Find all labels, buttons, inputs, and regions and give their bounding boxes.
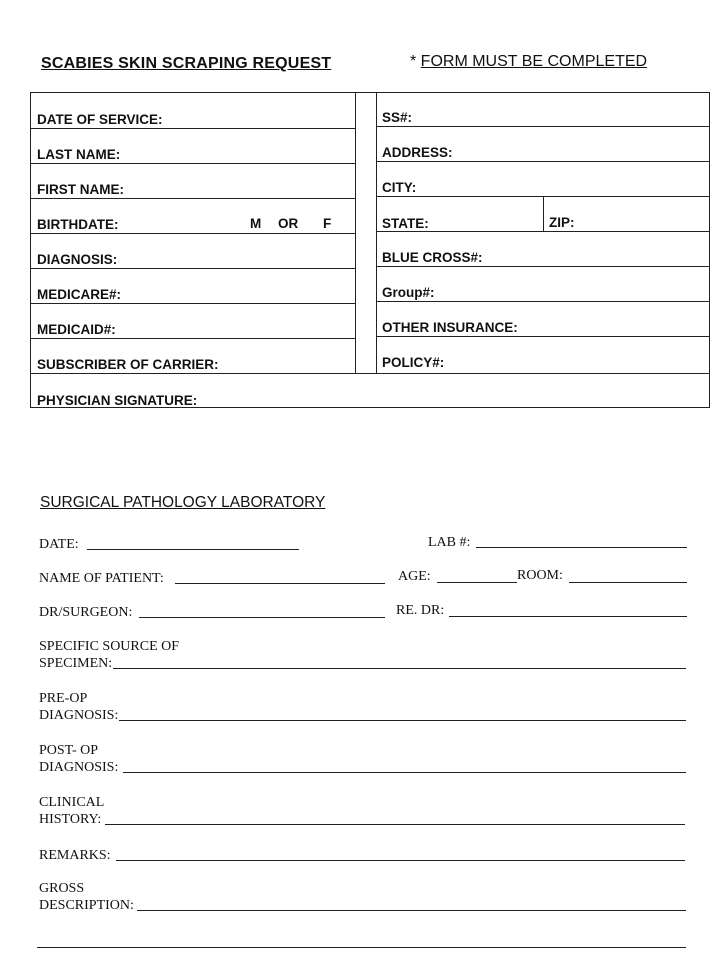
gross-description-label-line1: GROSS [39,881,85,896]
ss-number-label: SS#: [382,110,413,125]
post-op-label-line2: DIAGNOSIS: [39,760,119,775]
pre-op-label-line2: DIAGNOSIS: [39,708,119,723]
subscriber-of-carrier-label: SUBSCRIBER OF CARRIER: [37,357,219,372]
age-line[interactable] [437,582,517,583]
pre-op-diagnosis-line[interactable] [119,720,686,721]
post-op-diagnosis-line[interactable] [123,772,686,773]
gross-description-label-line2: DESCRIPTION: [39,898,134,913]
specific-source-label-line2: SPECIMEN: [39,656,113,671]
room-line[interactable] [569,582,687,583]
grid-divider-right [376,93,377,374]
dr-surgeon-label: DR/SURGEON: [39,605,133,620]
blue-cross-label: BLUE CROSS#: [382,250,483,265]
right-row-line [376,336,709,337]
first-name-label: FIRST NAME: [37,182,124,197]
remarks-label: REMARKS: [39,848,111,863]
post-op-label-line1: POST- OP [39,743,99,758]
birthdate-label: BIRTHDATE: [37,217,119,232]
left-row-line [31,303,355,304]
date-of-service-label: DATE OF SERVICE: [37,112,163,127]
lab-number-label: LAB #: [428,535,471,550]
state-label: STATE: [382,216,429,231]
note-text: FORM MUST BE COMPLETED [420,53,648,70]
clinical-history-line[interactable] [105,824,685,825]
room-label: ROOM: [517,568,563,583]
clinical-history-label-line1: CLINICAL [39,795,105,810]
left-row-line [31,128,355,129]
right-row-line [376,231,709,232]
gross-description-line[interactable] [137,910,686,911]
re-dr-label: RE. DR: [396,603,445,618]
pathology-form-title: SURGICAL PATHOLOGY LABORATORY [40,494,326,511]
clinical-history-label-line2: HISTORY: [39,812,102,827]
last-name-label: LAST NAME: [37,147,121,162]
name-of-patient-label: NAME OF PATIENT: [39,571,164,586]
gross-description-extra-line[interactable] [37,947,686,948]
sex-f-label: F [323,216,332,231]
form-must-be-completed-note [410,53,647,71]
address-label: ADDRESS: [382,145,453,160]
pre-op-label-line1: PRE-OP [39,691,88,706]
physician-signature-label: PHYSICIAN SIGNATURE: [37,393,198,408]
lab-number-line[interactable] [476,547,687,548]
right-row-line [376,301,709,302]
scabies-form-title: SCABIES SKIN SCRAPING REQUEST [41,55,332,72]
zip-label: ZIP: [549,215,575,230]
grid-divider-left [355,93,356,374]
name-of-patient-line[interactable] [175,583,385,584]
group-number-label: Group#: [382,285,435,300]
city-label: CITY: [382,180,417,195]
left-row-line [31,268,355,269]
scabies-form-grid [30,92,710,408]
left-row-line [31,198,355,199]
sex-or-label: OR [278,216,299,231]
right-row-line [376,126,709,127]
age-label: AGE: [398,569,431,584]
left-row-line [31,338,355,339]
right-row-line [376,161,709,162]
policy-number-label: POLICY#: [382,355,445,370]
left-row-line [31,233,355,234]
date-line[interactable] [87,549,299,550]
remarks-line[interactable] [116,860,685,861]
sex-m-label: M [250,216,262,231]
diagnosis-label: DIAGNOSIS: [37,252,118,267]
state-zip-divider [543,196,544,231]
medicaid-label: MEDICAID#: [37,322,116,337]
medicare-label: MEDICARE#: [37,287,122,302]
re-dr-line[interactable] [449,616,687,617]
specific-source-line[interactable] [113,668,686,669]
note-asterisk: * [410,53,421,70]
other-insurance-label: OTHER INSURANCE: [382,320,518,335]
left-row-line [31,163,355,164]
date-label: DATE: [39,537,79,552]
signature-row-line [31,373,709,374]
dr-surgeon-line[interactable] [139,617,385,618]
specific-source-label-line1: SPECIFIC SOURCE OF [39,639,180,654]
right-row-line [376,266,709,267]
